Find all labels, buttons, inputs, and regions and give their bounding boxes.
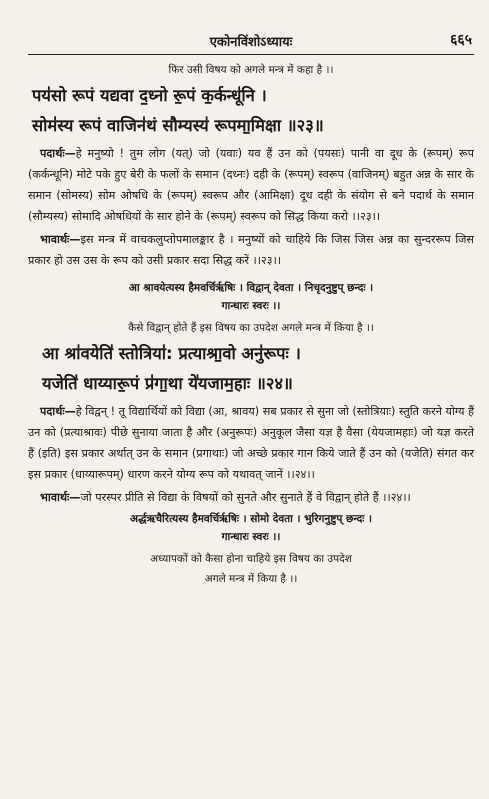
bhavartha-text: इस मन्त्र में वाचकलुप्तोपमालङ्कार है । मनुष्यों को चाहिये कि जिस जिस अन्न का सुन्दररूप जिस प्रकार हो उस उस के रूप को उसी प्रकार सदा सिद्ध करें ।।२३।। xyxy=(28,233,474,267)
section3-intro-line1: अध्यापकों को कैसा होना चाहिये इस विषय का उपदेश xyxy=(150,553,352,565)
section2-intro: कैसे विद्वान् होते हैं इस विषय का उपदेश अगले मन्त्र में किया है ।। xyxy=(128,322,374,334)
mantra-24-line2: यजेति॑ धाय्यारू॒पं प्र॑गा॒था ये॑यजाम॒हाः ॥२४॥ xyxy=(42,374,293,393)
chapter-title: एकोनविंशोऽध्यायः xyxy=(209,35,293,50)
padartha-label: पदार्थः— xyxy=(40,405,76,418)
padartha-23 xyxy=(28,143,474,227)
page-number: ६६५ xyxy=(450,32,472,48)
section2-meta-line2: गान्धारः स्वरः ।। xyxy=(221,300,281,312)
section3-meta-line2: गान्धारः स्वरः ।। xyxy=(221,531,281,543)
section3-meta-line1: अर्द्धऋचैरित्यस्य हैमवर्चिर्ऋषिः । सोमो देवता । भुरिगनुष्टुप् छन्दः । xyxy=(130,513,372,525)
padartha-text: हे मनुष्यो ! तुम लोग (यत्) जो (यवाः) यव हैं उन को (पयसः) पानी वा दूध के (रूपम्) रूप (कर्कन्धूनि) मोटे पके हुए बेरी के फलों के समान (दध्नः) दही के (रूपम्) स्वरूप (वाजिनम्) बहुत अन्न के सार के समान (सोमस्य) सोम ओषधि के (रूपम्) स्वरूप और (आमिक्षा) दूध दही के संयोग से बने पदार्थ के समान (सौम्यस्य) सोमादि ओषधियों के सार होने के (रूपम्) स्वरूप को सिद्ध किया करो ।।२३।। xyxy=(28,147,474,223)
section3-intro-line2: अगले मन्त्र में किया है ।। xyxy=(204,573,298,585)
padartha-text: हे विद्वन् ! तू विद्यार्थियों को विद्या (आ, श्रावय) सब प्रकार से सुना जो (स्तोत्रियाः) स्तुति करने योग्य हैं उन को (प्रत्याश्रावः) पीछे सुनाया जाता है और (अनुरूपः) अनुकूल जैसा यज्ञ है वैसा (येयजामहाः) जो यज्ञ करते हैं (इति) इस प्रकार अर्थात् उन के समान (प्रगाथाः) जो अच्छे प्रकार गान किये जाते हैं उन को (यजेति) संगत कर इस प्रकार (धाय्यारूपम्) धारण करने योग्य रूप को यथावत् जानें ।।२४।। xyxy=(28,405,474,481)
section1-intro: फिर उसी विषय को अगले मन्त्र में कहा है ।। xyxy=(168,64,334,76)
bhavartha-23 xyxy=(28,229,474,271)
mantra-23-line2: सोम॑स्य रूपं वाजिन॑थं सौम्यस्य॑ रूपमा॒मिक्षा ॥२३॥ xyxy=(32,116,324,135)
padartha-24 xyxy=(28,401,474,485)
mantra-24-line1: आ श्रा॑वयेति॑ स्तोत्रिया॑: प्रत्याश्रा॒वो अनु॑रूपः । xyxy=(42,344,301,363)
section2-meta-line1: आ श्रावयेत्यस्य हैमवर्चिर्ऋषिः । विद्वान् देवता । निचृदनुष्टुप् छन्दः । xyxy=(128,282,374,294)
bhavartha-label: भावार्थः— xyxy=(40,233,81,246)
page-header xyxy=(28,30,474,55)
mantra-23-line1: पय॑सो रूपं यद्यवा द॒ध्नो रू॒पं क॒र्कन्धू॑नि । xyxy=(32,86,267,105)
bhavartha-label: भावार्थः— xyxy=(40,491,81,504)
bhavartha-text: जो परस्पर प्रीति से विद्या के विषयों को सुनते और सुनाते हैं वे विद्वान् होते हैं ।।२४।। xyxy=(80,491,411,504)
page xyxy=(28,30,474,590)
padartha-label: पदार्थः— xyxy=(40,147,76,160)
bhavartha-24 xyxy=(28,487,474,508)
